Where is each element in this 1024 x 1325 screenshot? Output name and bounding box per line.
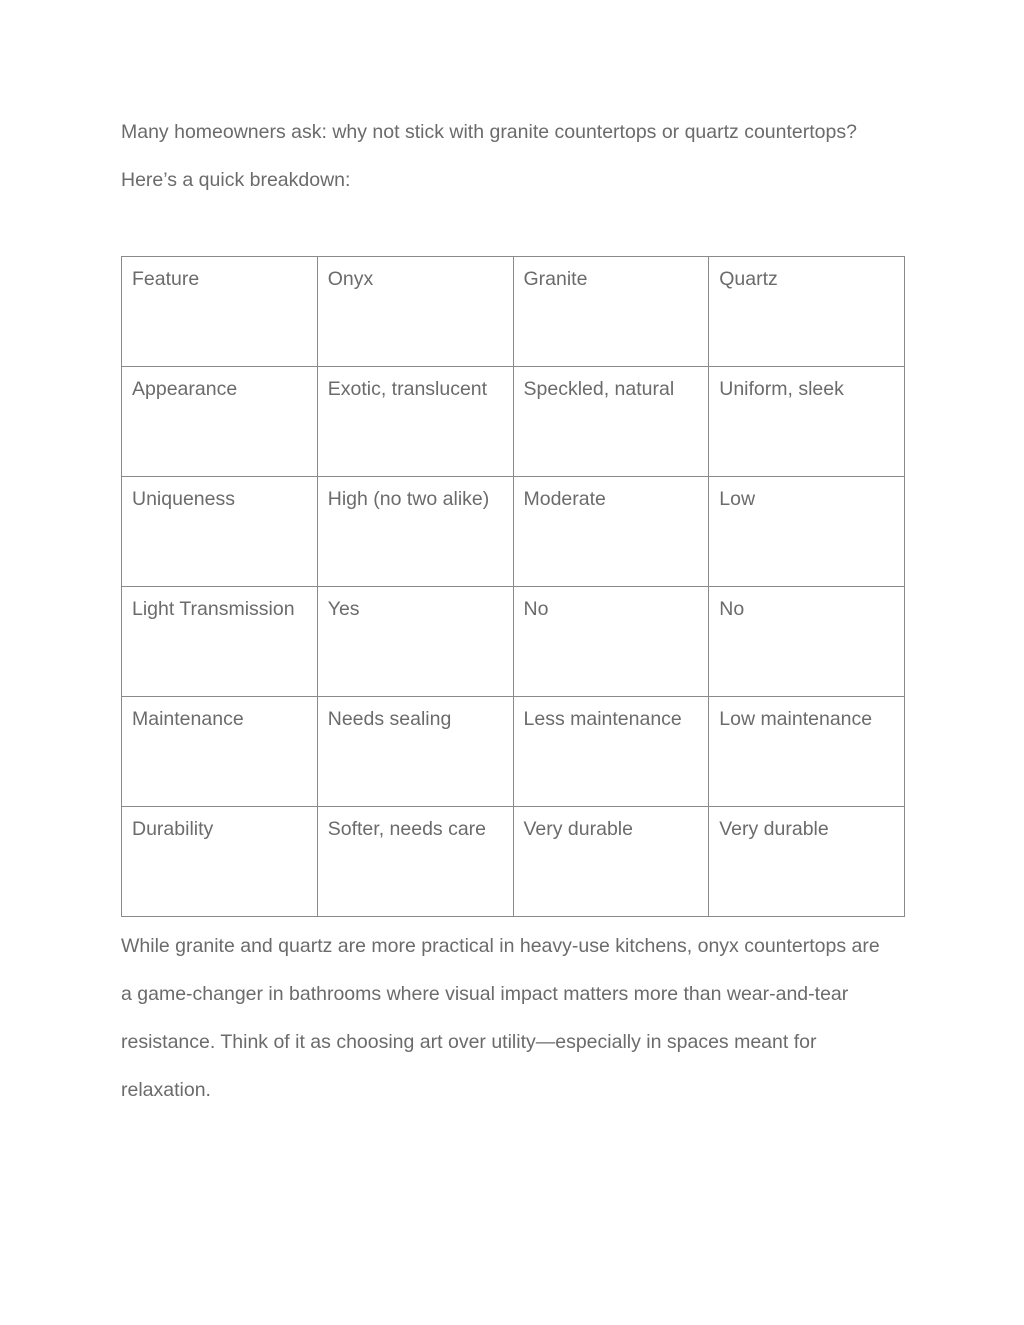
table-row bbox=[122, 477, 905, 587]
table-row bbox=[122, 367, 905, 477]
intro-question: Many homeowners ask: why not stick with granite countertops or quartz countertops? bbox=[121, 121, 857, 143]
quartz-cell: Uniform, sleek bbox=[709, 367, 905, 477]
feature-cell: Appearance bbox=[122, 367, 318, 477]
quartz-cell: Low bbox=[709, 477, 905, 587]
quartz-cell: Low maintenance bbox=[709, 697, 905, 807]
onyx-cell: High (no two alike) bbox=[317, 477, 513, 587]
closing-line: While granite and quartz are more practical in heavy-use kitchens, onyx countertops are bbox=[121, 935, 880, 957]
onyx-cell: Yes bbox=[317, 587, 513, 697]
closing-line: a game-changer in bathrooms where visual impact matters more than wear-and-tear bbox=[121, 983, 849, 1005]
table-row bbox=[122, 697, 905, 807]
quartz-cell: Very durable bbox=[709, 807, 905, 917]
granite-cell: Speckled, natural bbox=[513, 367, 709, 477]
table-header-row bbox=[122, 257, 905, 367]
onyx-cell: Softer, needs care bbox=[317, 807, 513, 917]
closing-line: relaxation. bbox=[121, 1079, 211, 1101]
table-row bbox=[122, 587, 905, 697]
intro-lead: Here’s a quick breakdown: bbox=[121, 169, 351, 191]
granite-cell: Very durable bbox=[513, 807, 709, 917]
feature-cell: Uniqueness bbox=[122, 477, 318, 587]
onyx-cell: Exotic, translucent bbox=[317, 367, 513, 477]
header-cell-onyx: Onyx bbox=[317, 257, 513, 367]
header-cell-quartz: Quartz bbox=[709, 257, 905, 367]
feature-cell: Light Transmission bbox=[122, 587, 318, 697]
table-row bbox=[122, 807, 905, 917]
feature-cell: Durability bbox=[122, 807, 318, 917]
granite-cell: No bbox=[513, 587, 709, 697]
quartz-cell: No bbox=[709, 587, 905, 697]
comparison-table bbox=[121, 256, 905, 917]
header-cell-feature: Feature bbox=[122, 257, 318, 367]
onyx-cell: Needs sealing bbox=[317, 697, 513, 807]
header-cell-granite: Granite bbox=[513, 257, 709, 367]
granite-cell: Moderate bbox=[513, 477, 709, 587]
granite-cell: Less maintenance bbox=[513, 697, 709, 807]
closing-paragraph bbox=[121, 922, 911, 1114]
feature-cell: Maintenance bbox=[122, 697, 318, 807]
closing-line: resistance. Think of it as choosing art over utility—especially in spaces meant for bbox=[121, 1031, 817, 1053]
